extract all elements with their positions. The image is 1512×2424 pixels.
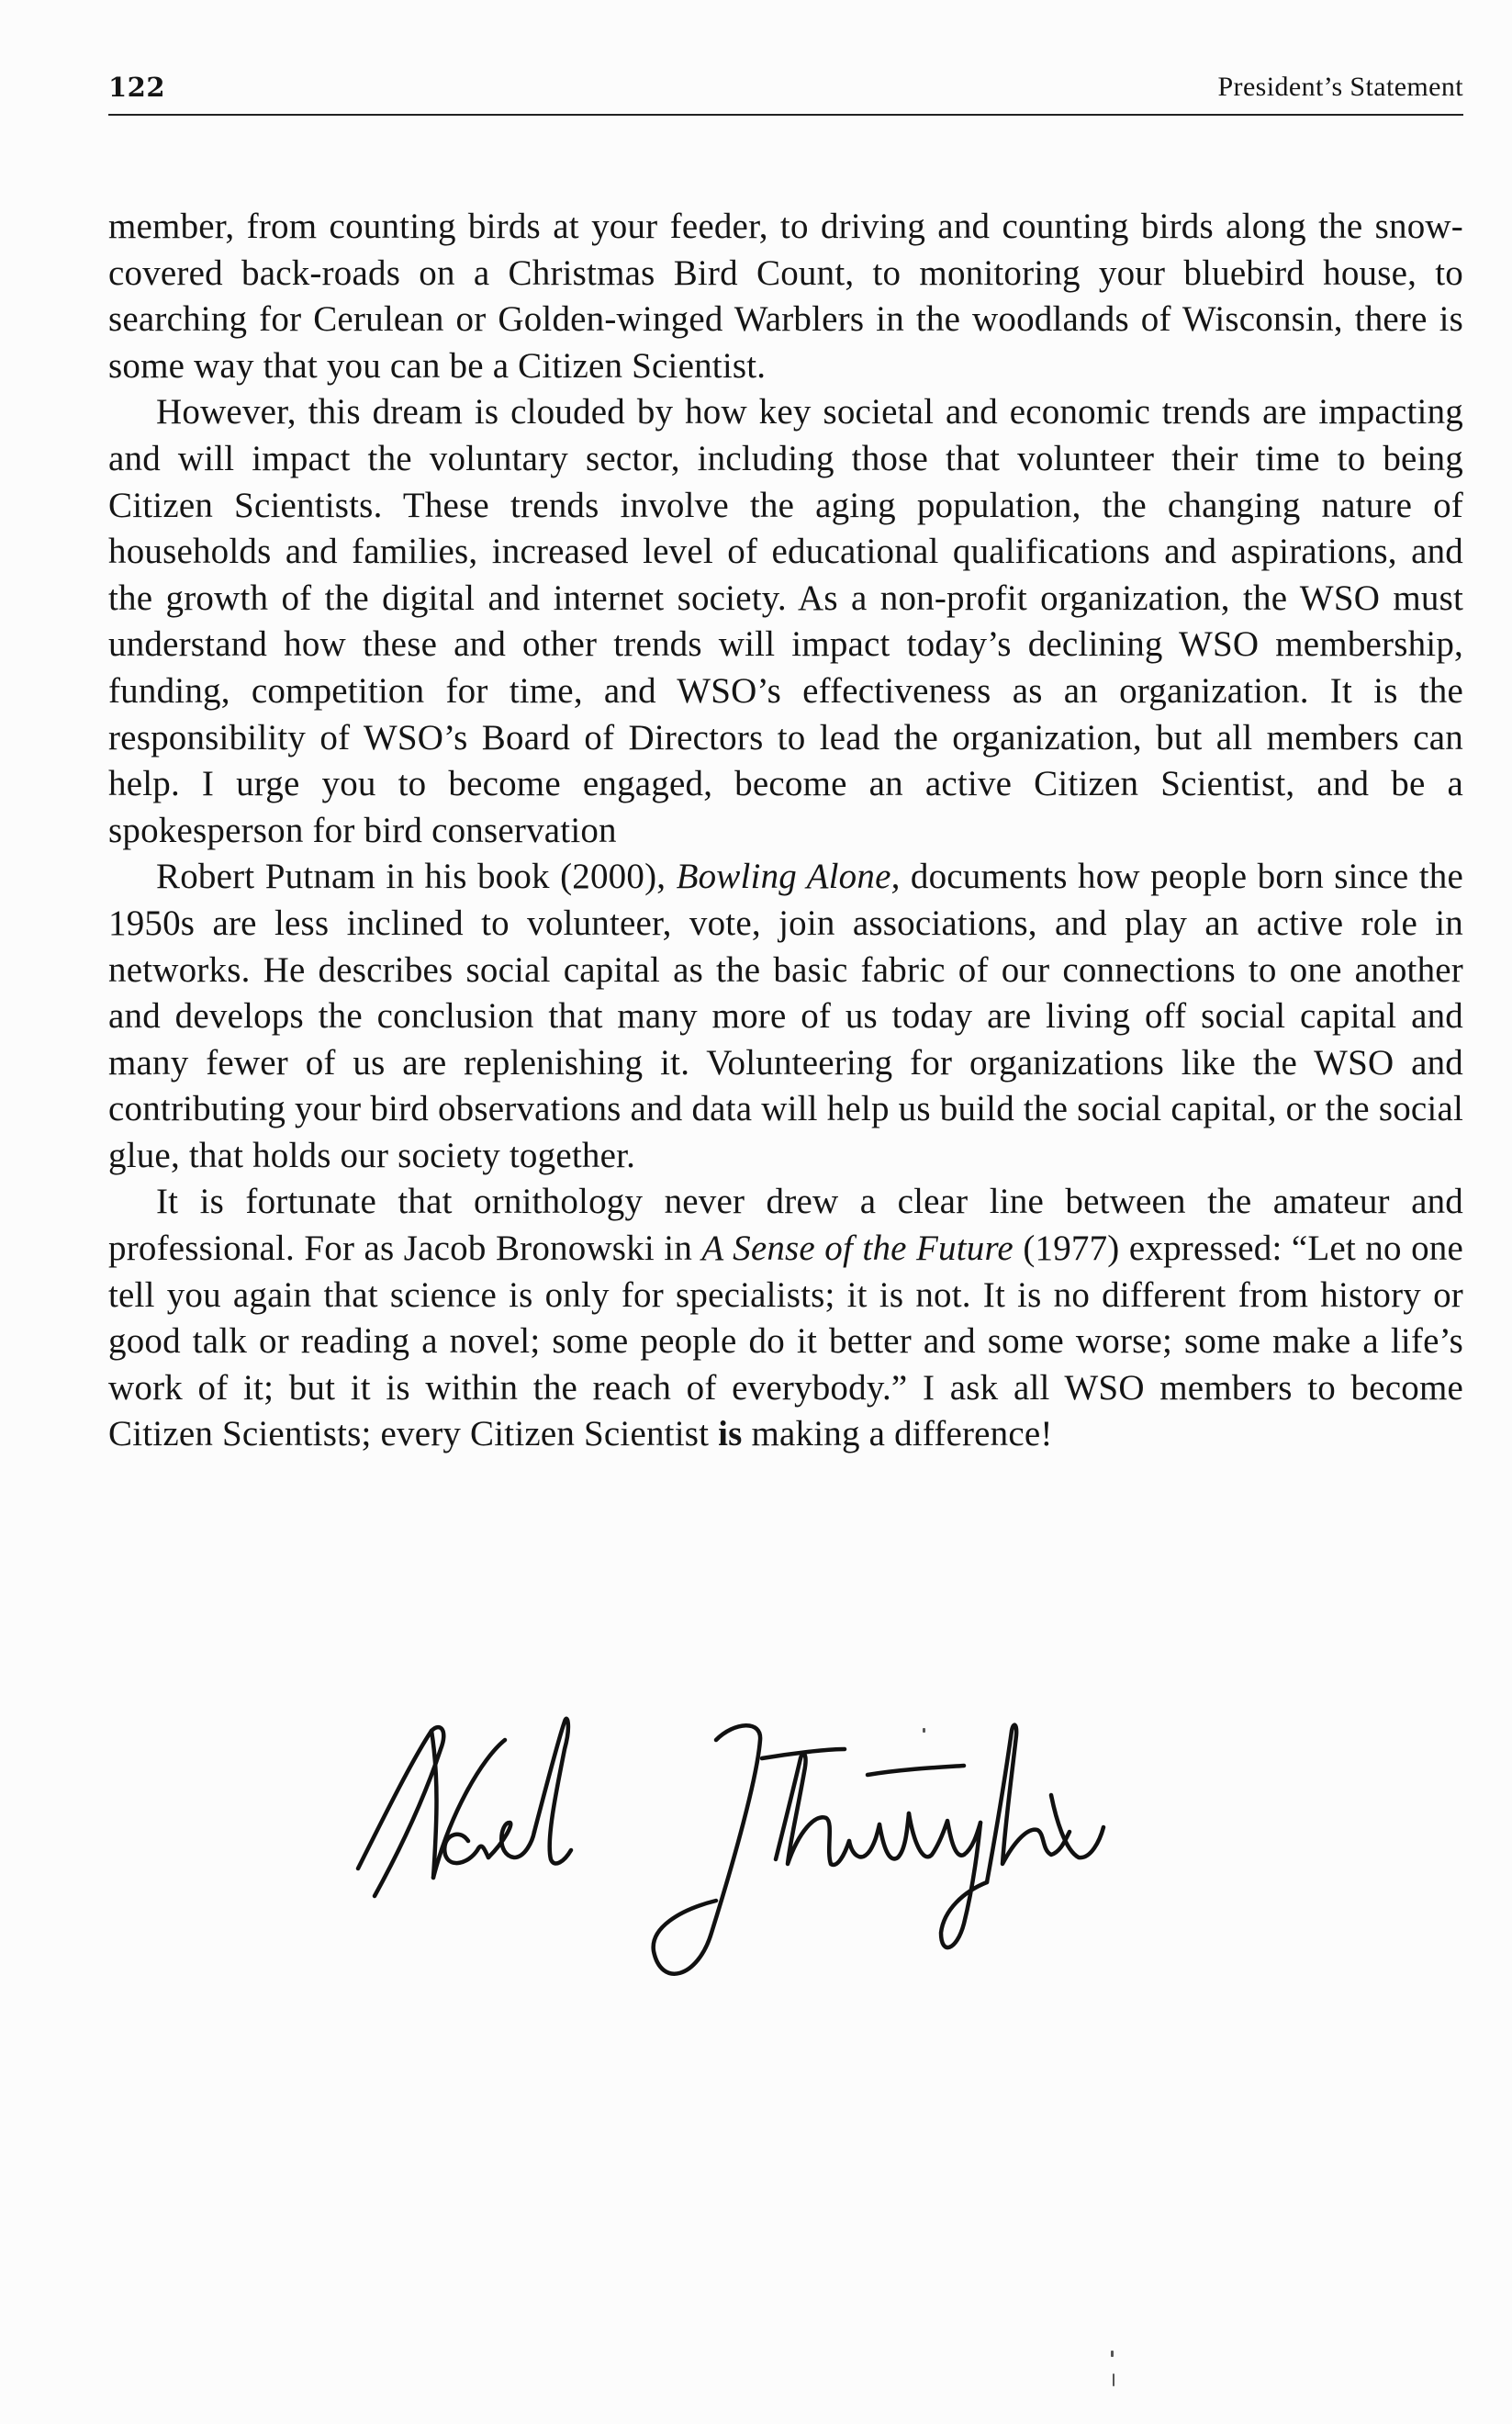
page-header bbox=[108, 72, 1463, 112]
print-speck bbox=[1113, 2374, 1114, 2386]
sig-stroke-g bbox=[941, 1823, 987, 1947]
paragraph-4-text-a: It is fortunate that ornithology never drew a clear line between the amateur and professional. For as Jacob Bronowski in bbox=[108, 1182, 1463, 1269]
sig-stroke-ch bbox=[909, 1813, 980, 1857]
paragraph-4-text-b: (1977) expressed: “Let no one tell you again that science is only for specialists; it is not. It is no different from history or good talk or reading a novel; some people do it better and some worse; some make a life’s work of it; but it is within the reach of everybody.” I ask all WSO members to become Citizen Scientists; every Citizen Scientist bbox=[108, 1229, 1463, 1454]
sig-stroke-u bbox=[849, 1824, 879, 1857]
paragraph-4 bbox=[108, 1179, 1463, 1458]
book-title-sense-of-future: A Sense of the Future bbox=[701, 1229, 1014, 1269]
body-text bbox=[108, 204, 1463, 1458]
page-number: 122 bbox=[108, 72, 166, 103]
paragraph-4-text-c: making a difference! bbox=[742, 1414, 1053, 1454]
header-rule bbox=[108, 114, 1463, 116]
paragraph-3-text-b: documents how people born since the 1950s are less inclined to volunteer, vote, join associations, and play an active role in networks. He describes social capital as the basic fabric of our connections to one another and develops the conclusion that many more of us today are living off social capital and many fewer of us are replenishing it. Volunteering for organizations like the WSO and contributing your bird observations and data will help us build the social capital, or the social glue, that holds our society together. bbox=[108, 857, 1463, 1175]
signature-handwriting bbox=[330, 1703, 1157, 1997]
sig-stroke-ings bbox=[987, 1725, 1070, 1882]
sig-stroke-t-bar bbox=[868, 1766, 964, 1775]
paragraph-3 bbox=[108, 854, 1463, 1179]
sig-stroke-a bbox=[488, 1823, 534, 1857]
emphasis-is: is bbox=[718, 1414, 743, 1454]
print-speck bbox=[1111, 2351, 1114, 2357]
print-speck bbox=[923, 1728, 925, 1733]
sig-stroke-t1 bbox=[879, 1813, 909, 1858]
paragraph-2: However, this dream is clouded by how key societal and economic trends are impacting and will impact the voluntary sector, including those that volunteer their time to being Citizen Scientists. These trends involve the aging population, the changing nature of households and families, increased level of educational qualifications and aspirations, and the growth of the digital and internet society. As a non-profit organization, the WSO must understand how these and other trends will impact today’s declining WSO membership, funding, competition for time, and WSO’s effectiveness as an organization. It is the responsibility of WSO’s Board of Directors to lead the organization, but all members can help. I urge you to become engaged, become an active Citizen Scientist, and be a spokesperson for bird conservation bbox=[108, 392, 1463, 850]
sig-stroke-n1 bbox=[358, 1727, 443, 1896]
sig-stroke-h bbox=[776, 1754, 849, 1865]
running-head: President’s Statement bbox=[1217, 72, 1463, 102]
paragraph-1: member, from counting birds at your feeder, to driving and counting birds along the snow-covered back-roads on a Christmas Bird Count, to monitoring your bluebird house, to searching for Cerulean or Golden-winged Warblers in the woodlands of Wisconsin, there is some way that you can be a Citizen Scientist. bbox=[108, 207, 1463, 386]
paragraph-3-text-a: Robert Putnam in his book (2000), bbox=[156, 857, 677, 897]
book-title-bowling-alone: Bowling Alone, bbox=[676, 857, 901, 897]
sig-stroke-j bbox=[654, 1725, 760, 1973]
sig-stroke-n2 bbox=[431, 1731, 437, 1878]
sig-stroke-e bbox=[444, 1835, 488, 1863]
signature bbox=[330, 1703, 1157, 1997]
sig-stroke-l bbox=[534, 1719, 571, 1864]
